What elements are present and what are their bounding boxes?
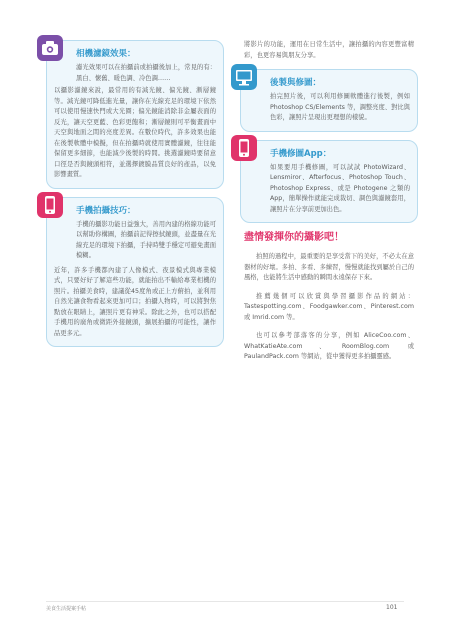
tip-box-phone-apps [240,140,418,224]
body-paragraph: 也可以參考部落客的分享，例如 AliceCoo.com、WhatKatieAte.com、RoomBlog.com 或 PaulandPack.com 等網站，從中獲得更多拍攝靈感。 [244,332,414,360]
intro-paragraph: 將影片的功能，運用在日常生活中，讓拍攝的內容更豐富精彩，也更容易與朋友分享。 [244,41,414,59]
monitor-icon [231,64,257,90]
footer-running-title: 美食生活提案手帖 [46,606,87,612]
tip-box-text: 濾光效果可以在拍攝前或拍攝後加上，常見的有：黑白、懷舊、暖色調、冷色調…… [76,64,216,82]
body-text [240,252,418,363]
tip-box-phone-shooting [46,197,224,348]
tip-box-title: 手機修圖App： [270,148,332,159]
tip-box-filter [46,40,224,189]
page-number: 101 [386,604,398,611]
phone-icon [37,192,63,218]
section-heading: 盡情發揮你的攝影吧！ [244,232,344,243]
tip-box-title: 後製與修圖： [270,78,322,88]
tip-box-title: 手機拍攝技巧： [76,205,136,216]
tip-box-paragraph: 以攝影濾鏡來說，最常用的有減光鏡、偏光鏡、漸層鏡等。減光鏡可降低進光量，讓你在光線充足的環境下依然可以使用慢速快門或大光圈；偏光鏡能消除非金屬表面的反光，讓天空更藍、色彩更飽和；漸層鏡則可平衡畫面中天空與地面之間的亮度差異。在數位時代，許多效果也能在後製軟體中模擬，但在拍攝時就使用實體濾鏡，往往能保留更多細節，也能減少後製的時間。挑選濾鏡時要留意口徑是否與鏡頭相符，並選擇鍍膜品質良好的產品，以免影響畫質。 [54,87,216,178]
tip-box-text: 如果要用手機修圖，可以試試 PhotoWizard、Lensmiror、Afterfocus、Photoshop Touch、Photoshop Express、或是 Photogene 之類的 App，簡單操作就能完成裁切、調色與濾鏡套用，讓照片在分享前更加出色。 [270,163,410,213]
body-paragraph: 推薦幾個可以欣賞與學習攝影作品的網站：Tastespotting.com、Foodgawker.com、Pinterest.com 或 Imrid.com 等。 [244,292,414,321]
left-column [46,40,224,355]
camera-icon [37,35,63,61]
tip-box-paragraph: 近年，許多手機都內建了人像模式、夜景模式與專業模式，只要好好了解這些功能，就能拍出不輸給專業相機的照片。拍攝美食時，建議從45度角或正上方俯拍，並利用自然光讓食物看起來更加可口；拍攝人物時，可以將對焦點放在眼睛上，讓照片更有神采。除此之外，也可以搭配手機用的廣角或微距外接鏡頭，擴展拍攝的可能性，讓作品更多元。 [54,266,216,337]
footer-divider [46,601,404,602]
tip-box-editing [240,69,418,132]
smartphone-icon [231,135,257,161]
tip-box-title: 相機濾鏡效果： [76,49,136,59]
body-paragraph: 拍照的過程中，最重要的是享受當下的美好，不必太在意器材的好壞。多拍、多看、多練習，慢慢就能找到屬於自己的風格，也能將生活中感動的瞬間永遠保存下來。 [244,253,415,281]
tip-box-text: 手機的攝影功能日益強大，善用內建的格線功能可以幫助你構圖，拍攝前記得擦拭鏡頭，並盡量在光線充足的環境下拍攝，手持時雙手穩定可避免畫面模糊。 [76,220,216,259]
tip-box-text: 拍完照片後，可以利用修圖軟體進行後製，例如 Photoshop CS/Elements 等，調整亮度、對比與色彩，讓照片呈現出更理想的樣貌。 [270,93,410,121]
right-column [240,40,418,371]
